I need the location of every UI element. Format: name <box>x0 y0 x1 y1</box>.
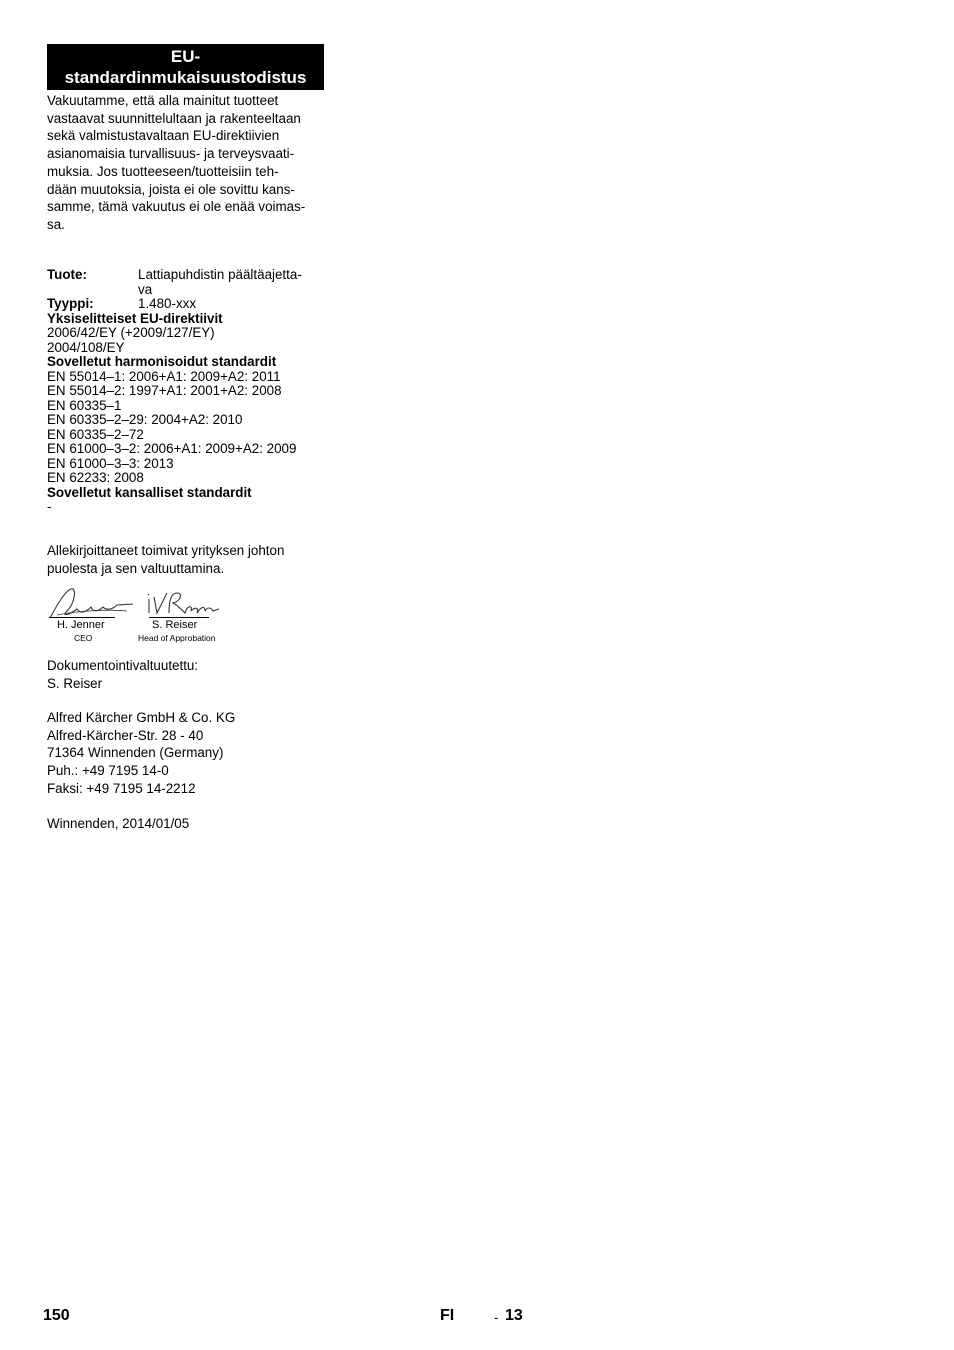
standard-item: EN 61000–3–3: 2013 <box>47 455 174 471</box>
intro-line: asianomaisia turvallisuus- ja terveysvaati- <box>47 146 295 162</box>
product-specs <box>47 268 327 515</box>
standard-item: EN 60335–1 <box>47 397 122 413</box>
address-line: Faksi: +49 7195 14-2212 <box>47 780 196 796</box>
standard-item: EN 62233: 2008 <box>47 470 144 485</box>
intro-line: muksia. Jos tuotteeseen/tuotteisiin teh- <box>47 163 279 179</box>
sub-page-number: 13 <box>505 1307 523 1324</box>
signature-line-reiser <box>149 617 209 618</box>
intro-line: samme, tämä vakuutus ei ole enää voimas- <box>47 199 306 215</box>
type-row <box>47 297 327 312</box>
signatory-line: Allekirjoittaneet toimivat yrityksen johton <box>47 543 285 558</box>
signatory-line: puolesta ja sen valtuuttamina. <box>47 560 225 576</box>
product-row-cont <box>47 283 327 298</box>
company-address <box>47 709 235 798</box>
product-row <box>47 268 327 283</box>
standard-item: EN 55014–1: 2006+A1: 2009+A2: 2011 <box>47 368 281 384</box>
product-value-line-2: va <box>138 281 153 297</box>
page-number: 150 <box>43 1307 70 1324</box>
standard-item: EN 60335–2–72 <box>47 426 144 442</box>
place-date: Winnenden, 2014/01/05 <box>47 816 190 831</box>
standard-item: EN 61000–3–2: 2006+A1: 2009+A2: 2009 <box>47 441 297 456</box>
national-heading: Sovelletut kansalliset standardit <box>47 484 252 500</box>
intro-line: Vakuutamme, että alla mainitut tuotteet <box>47 93 279 108</box>
title-line-1: EU- <box>170 47 201 66</box>
signatory-statement <box>47 542 284 577</box>
signatures <box>47 585 247 647</box>
documentation-name: S. Reiser <box>47 675 103 691</box>
standard-item: EN 60335–2–29: 2004+A2: 2010 <box>47 412 243 427</box>
intro-paragraph <box>47 92 327 234</box>
address-line: Alfred Kärcher GmbH & Co. KG <box>47 710 236 725</box>
harmonised-heading: Sovelletut harmonisoidut standardit <box>47 354 277 369</box>
intro-line: sekä valmistustavaltaan EU-direktiivien <box>47 128 280 144</box>
documentation-label: Dokumentointivaltuutettu: <box>47 658 199 673</box>
signer-name: H. Jenner <box>57 619 105 631</box>
title-line-2: standardinmukaisuustodistus <box>64 68 307 87</box>
intro-line: vastaavat suunnittelultaan ja rakenteeltaan <box>47 110 301 126</box>
address-line: 71364 Winnenden (Germany) <box>47 745 224 761</box>
address-line: Alfred-Kärcher-Str. 28 - 40 <box>47 727 204 743</box>
signer-role: CEO <box>74 633 93 643</box>
directive-item: 2006/42/EY (+2009/127/EY) <box>47 325 215 340</box>
product-value-line-1: Lattiapuhdistin päältäajetta- <box>138 267 302 282</box>
language-code: FI <box>440 1307 455 1324</box>
directive-item: 2004/108/EY <box>47 339 125 355</box>
product-label: Tuote: <box>47 267 87 282</box>
documentation-authority <box>47 657 198 692</box>
standard-item: EN 55014–2: 1997+A1: 2001+A2: 2008 <box>47 383 282 398</box>
signer-role: Head of Approbation <box>138 633 216 643</box>
signer-name: S. Reiser <box>152 619 198 631</box>
directives-heading: Yksiselitteiset EU-direktiivit <box>47 310 223 326</box>
signature-line-jenner <box>49 617 115 618</box>
declaration-title <box>47 44 324 90</box>
type-label: Tyyppi: <box>47 296 94 311</box>
type-value: 1.480-xxx <box>138 296 197 311</box>
intro-line: sa. <box>47 216 65 232</box>
address-line: Puh.: +49 7195 14-0 <box>47 763 169 779</box>
intro-line: dään muutoksia, joista ei ole sovittu kans- <box>47 181 295 197</box>
national-value: - <box>47 499 52 514</box>
footer-separator: - <box>494 1310 499 1325</box>
